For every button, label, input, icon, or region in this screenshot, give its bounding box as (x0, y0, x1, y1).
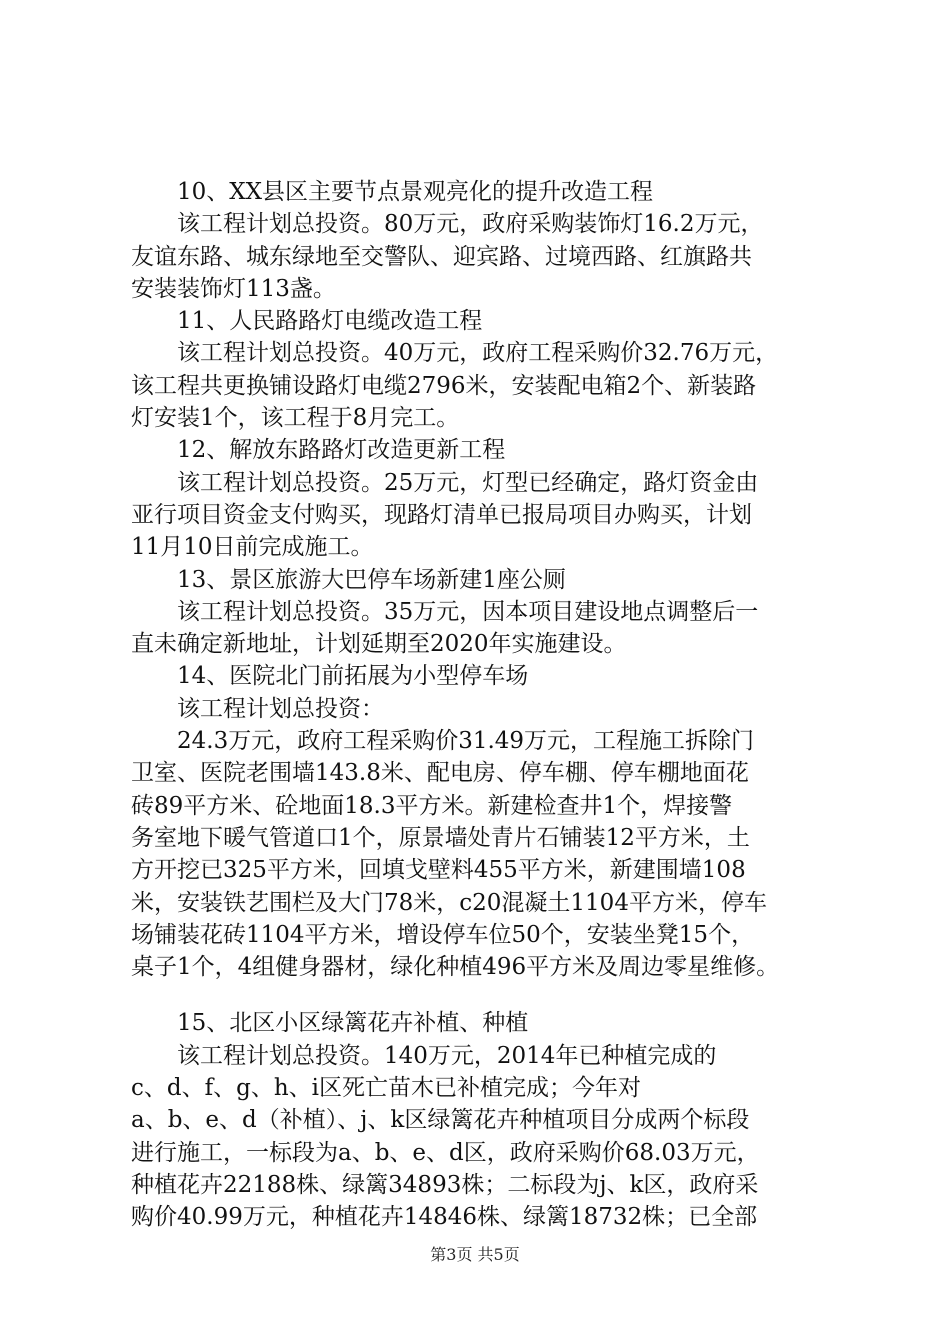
text-line: 进行施工，一标段为a、b、e、d区，政府采购价68.03万元， (131, 1139, 760, 1166)
page-footer: 第3页 共5页 (430, 1245, 520, 1264)
text-line: 购价40.99万元，种植花卉14846株、绿篱18732株；已全部 (131, 1204, 758, 1231)
section-heading: 12、解放东路路灯改造更新工程 (177, 437, 506, 464)
section-heading: 14、医院北门前拓展为小型停车场 (177, 663, 529, 690)
text-line: 方开挖已325平方米，回填戈壁料455平方米，新建围墙108 (131, 857, 746, 884)
paragraph-gap (131, 983, 846, 1007)
text-line: 米，安装铁艺围栏及大门78米，c20混凝土1104平方米，停车 (131, 889, 767, 916)
text-line: 安装装饰灯113盏。 (131, 275, 336, 302)
text-line: 该工程共更换铺设路灯电缆2796米，安装配电箱2个、新装路 (131, 372, 757, 399)
text-line: 11月10日前完成施工。 (131, 534, 374, 561)
text-line: 该工程计划总投资。35万元，因本项目建设地点调整后一 (177, 598, 759, 625)
section-heading: 13、景区旅游大巴停车场新建1座公厕 (177, 566, 566, 593)
text-line: 直未确定新地址，计划延期至2020年实施建设。 (131, 631, 627, 658)
section-heading: 10、XX县区主要节点景观亮化的提升改造工程 (177, 179, 654, 205)
text-line: 该工程计划总投资： (177, 695, 384, 722)
text-line: 种植花卉22188株、绿篱34893株；二标段为j、k区，政府采 (131, 1171, 759, 1198)
document-body (131, 176, 846, 1234)
text-line: 场铺装花砖1104平方米，增设停车位50个，安装坐凳15个， (131, 921, 755, 948)
text-line: 该工程计划总投资。140万元，2014年已种植完成的 (177, 1042, 717, 1069)
text-line: 灯安装1个，该工程于8月完工。 (131, 405, 460, 432)
text-line: 该工程计划总投资。25万元，灯型已经确定，路灯资金由 (177, 469, 759, 496)
text-line: 友谊东路、城东绿地至交警队、迎宾路、过境西路、红旗路共 (131, 243, 752, 270)
section-heading: 15、北区小区绿篱花卉补植、种植 (177, 1010, 529, 1037)
text-line: c、d、f、g、h、i区死亡苗木已补植完成；今年对 (131, 1075, 642, 1102)
text-line: 该工程计划总投资。40万元，政府工程采购价32.76万元， (177, 340, 779, 367)
section-heading: 11、人民路路灯电缆改造工程 (177, 308, 483, 335)
text-line: 卫室、医院老围墙143.8米、配电房、停车棚、停车棚地面花 (131, 760, 749, 787)
text-line: 亚行项目资金支付购买，现路灯清单已报局项目办购买，计划 (131, 501, 752, 528)
text-line: 砖89平方米、砼地面18.3平方米。新建检查井1个，焊接警 (131, 792, 733, 819)
text-line: 24.3万元，政府工程采购价31.49万元，工程施工拆除门 (177, 728, 755, 755)
text-line: 务室地下暖气管道口1个，原景墙处青片石铺装12平方米，土 (131, 824, 750, 851)
text-line: 该工程计划总投资。80万元，政府采购装饰灯16.2万元， (177, 211, 764, 238)
text-line: a、b、e、d（补植）、j、k区绿篱花卉种植项目分成两个标段 (131, 1107, 750, 1134)
text-line: 桌子1个，4组健身器材，绿化种植496平方米及周边零星维修。 (131, 954, 780, 981)
